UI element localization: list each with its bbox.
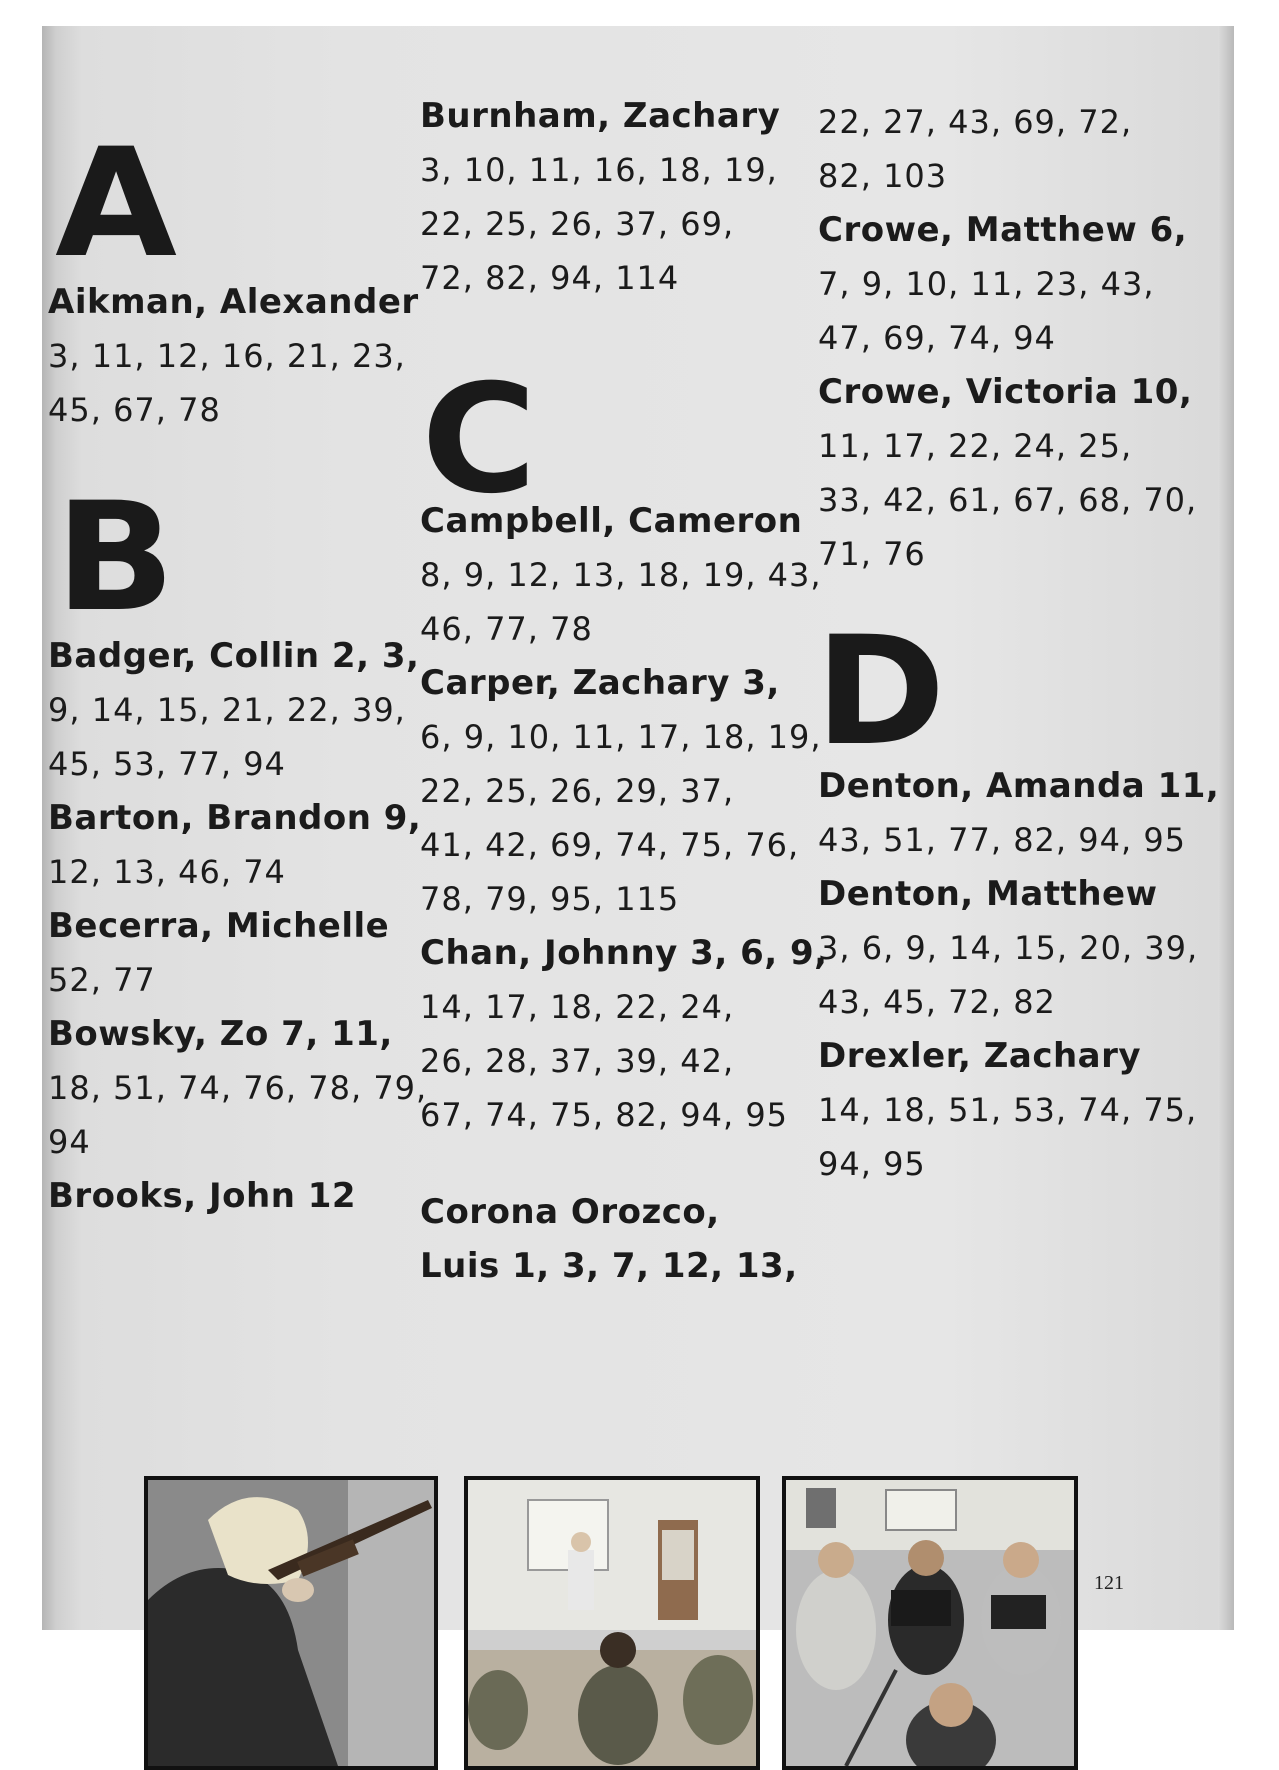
photo-students-laptops [782,1476,1078,1770]
photo-rifle-shooter [144,1476,438,1770]
index-pages: 3, 10, 11, 16, 18, 19, [420,151,778,189]
index-pages: 52, 77 [48,961,156,999]
index-pages: 3, 11, 12, 16, 21, 23, [48,337,406,375]
index-pages: 72, 82, 94, 114 [420,259,680,297]
index-pages: 7, 9, 10, 11, 23, 43, [818,265,1155,303]
index-name: Burnham, Zachary [420,96,781,136]
index-name: Brooks, John 12 [48,1176,357,1216]
index-pages: 22, 27, 43, 69, 72, [818,103,1133,141]
index-name: Bowsky, Zo 7, 11, [48,1014,393,1054]
index-name: Badger, Collin 2, 3, [48,636,420,676]
photo-classroom-teacher [464,1476,760,1770]
index-name: Crowe, Victoria 10, [818,372,1193,412]
index-name: Carper, Zachary 3, [420,663,780,703]
index-pages: 94, 95 [818,1145,926,1183]
index-pages: 45, 53, 77, 94 [48,745,286,783]
section-letter-a: A [55,117,178,291]
index-pages: 94 [48,1123,91,1161]
page-number: 121 [1094,1572,1124,1594]
index-pages: 3, 6, 9, 14, 15, 20, 39, [818,929,1199,967]
section-letter-c: C [421,353,538,527]
index-pages: 33, 42, 61, 67, 68, 70, [818,481,1198,519]
index-pages: 14, 17, 18, 22, 24, [420,988,735,1026]
index-pages: 43, 45, 72, 82 [818,983,1056,1021]
section-letter-d: D [814,605,947,779]
index-pages: 8, 9, 12, 13, 18, 19, 43, [420,556,822,594]
index-name: Campbell, Cameron [420,501,803,541]
index-pages: 82, 103 [818,157,948,195]
index-pages: 22, 25, 26, 37, 69, [420,205,735,243]
index-name: Barton, Brandon 9, [48,798,422,838]
index-pages: 26, 28, 37, 39, 42, [420,1042,735,1080]
page-edge [1218,26,1234,1630]
index-pages: 12, 13, 46, 74 [48,853,286,891]
index-pages: 41, 42, 69, 74, 75, 76, [420,826,800,864]
index-pages: 22, 25, 26, 29, 37, [420,772,735,810]
index-name: Aikman, Alexander [48,282,419,322]
index-pages: 11, 17, 22, 24, 25, [818,427,1133,465]
index-pages: 6, 9, 10, 11, 17, 18, 19, [420,718,822,756]
index-pages: 78, 79, 95, 115 [420,880,680,918]
index-pages: 9, 14, 15, 21, 22, 39, [48,691,406,729]
index-name: Drexler, Zachary [818,1036,1142,1076]
index-pages: 14, 18, 51, 53, 74, 75, [818,1091,1198,1129]
index-pages: 46, 77, 78 [420,610,593,648]
index-pages: 43, 51, 77, 82, 94, 95 [818,821,1187,859]
index-name: Denton, Amanda 11, [818,766,1220,806]
index-pages: 47, 69, 74, 94 [818,319,1056,357]
index-name: Corona Orozco, [420,1192,720,1232]
index-pages: 18, 51, 74, 76, 78, 79, [48,1069,428,1107]
index-pages: 67, 74, 75, 82, 94, 95 [420,1096,789,1134]
index-name: Becerra, Michelle [48,906,390,946]
index-name: Denton, Matthew [818,874,1158,914]
section-letter-b: B [55,471,176,645]
index-pages: 45, 67, 78 [48,391,221,429]
index-name: Luis 1, 3, 7, 12, 13, [420,1246,798,1286]
index-pages: 71, 76 [818,535,926,573]
index-name: Chan, Johnny 3, 6, 9, [420,933,828,973]
index-name: Crowe, Matthew 6, [818,210,1188,250]
